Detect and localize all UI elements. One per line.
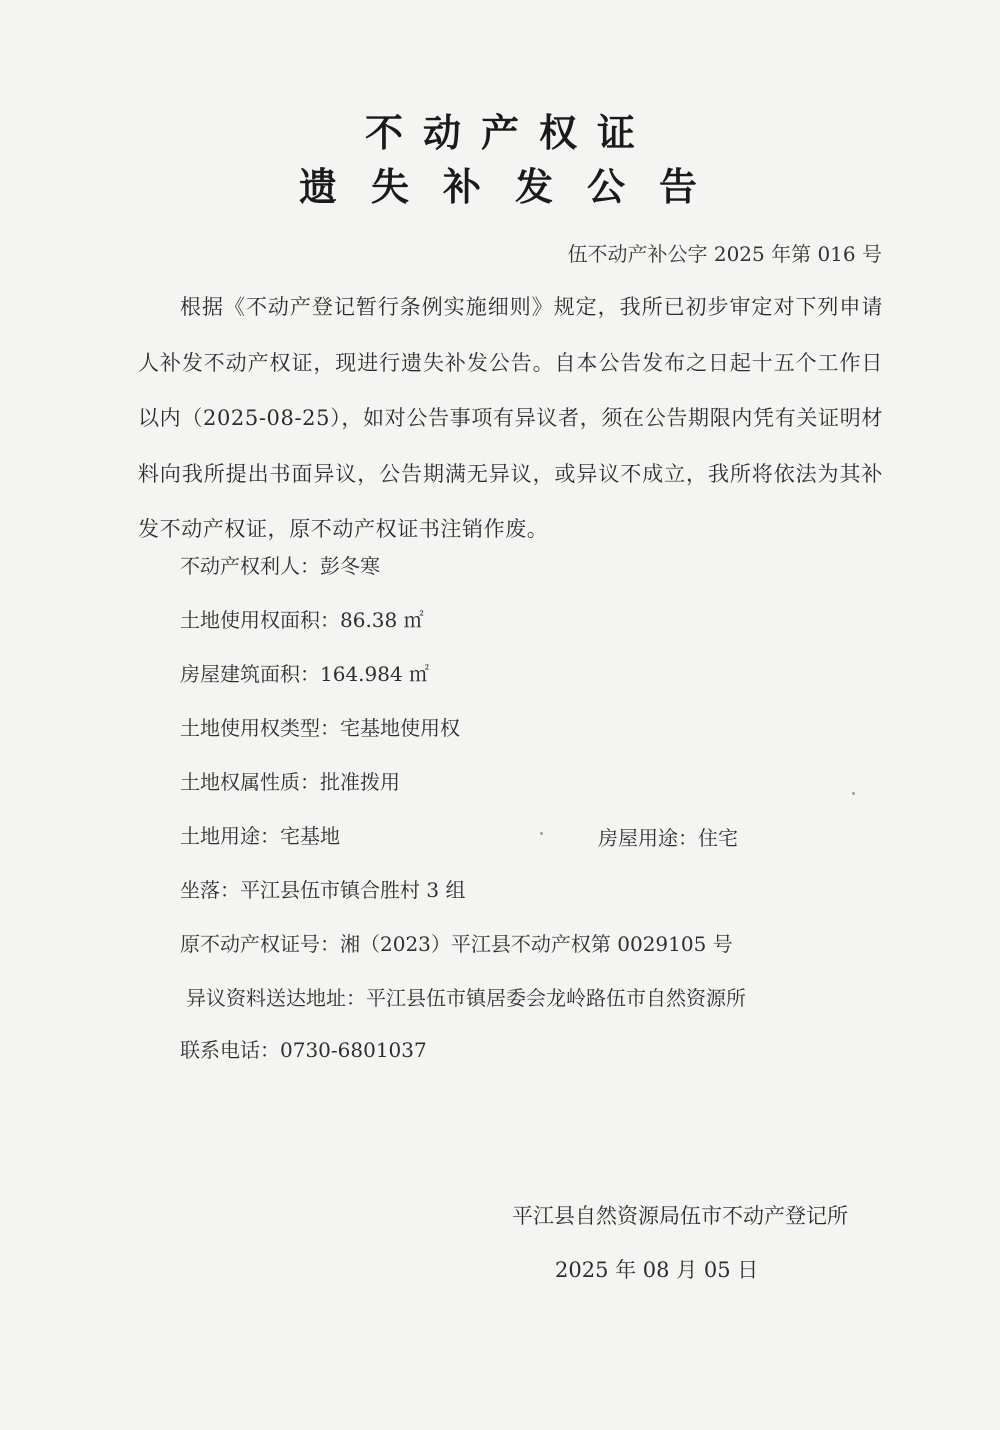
field-building-area: 房屋建筑面积：164.984 ㎡ <box>180 662 430 686</box>
scan-speck <box>540 832 543 835</box>
issuer-signature: 平江县自然资源局伍市不动产登记所 <box>512 1204 848 1228</box>
field-original-cert-number: 原不动产权证号：湘（2023）平江县不动产权第 0029105 号 <box>180 932 733 956</box>
field-owner: 不动产权利人：彭冬寒 <box>180 554 380 578</box>
document-title-line-1: 不动产权证 <box>364 111 655 155</box>
field-objection-address: 异议资料送达地址：平江县伍市镇居委会龙岭路伍市自然资源所 <box>186 986 746 1010</box>
document-number: 伍不动产补公字 2025 年第 016 号 <box>567 242 882 266</box>
field-land-use: 土地用途：宅基地 <box>180 824 340 848</box>
field-land-right-nature: 土地权属性质：批准拨用 <box>180 770 400 794</box>
document-title-line-2: 遗失补发公告 <box>298 165 731 209</box>
body-paragraph: 根据《不动产登记暂行条例实施细则》规定，我所已初步审定对下列申请人补发不动产权证，现进行遗失补发公告。自本公告发布之日起十五个工作日以内（2025-08-25），如对公告事项有异议者，须在公告期限内凭有关证明材料向我所提出书面异议，公告期满无异议，或异议不成立，我所将依法为其补发不动产权证，原不动产权证书注销作废。 <box>138 295 883 541</box>
field-house-use: 房屋用途：住宅 <box>598 826 738 850</box>
issue-date: 2025 年 08 月 05 日 <box>555 1258 759 1282</box>
field-land-area: 土地使用权面积：86.38 ㎡ <box>180 608 424 632</box>
field-location: 坐落：平江县伍市镇合胜村 3 组 <box>180 878 466 902</box>
field-phone: 联系电话：0730-6801037 <box>180 1038 427 1062</box>
scan-speck <box>852 792 855 795</box>
field-land-right-type: 土地使用权类型：宅基地使用权 <box>180 716 460 740</box>
